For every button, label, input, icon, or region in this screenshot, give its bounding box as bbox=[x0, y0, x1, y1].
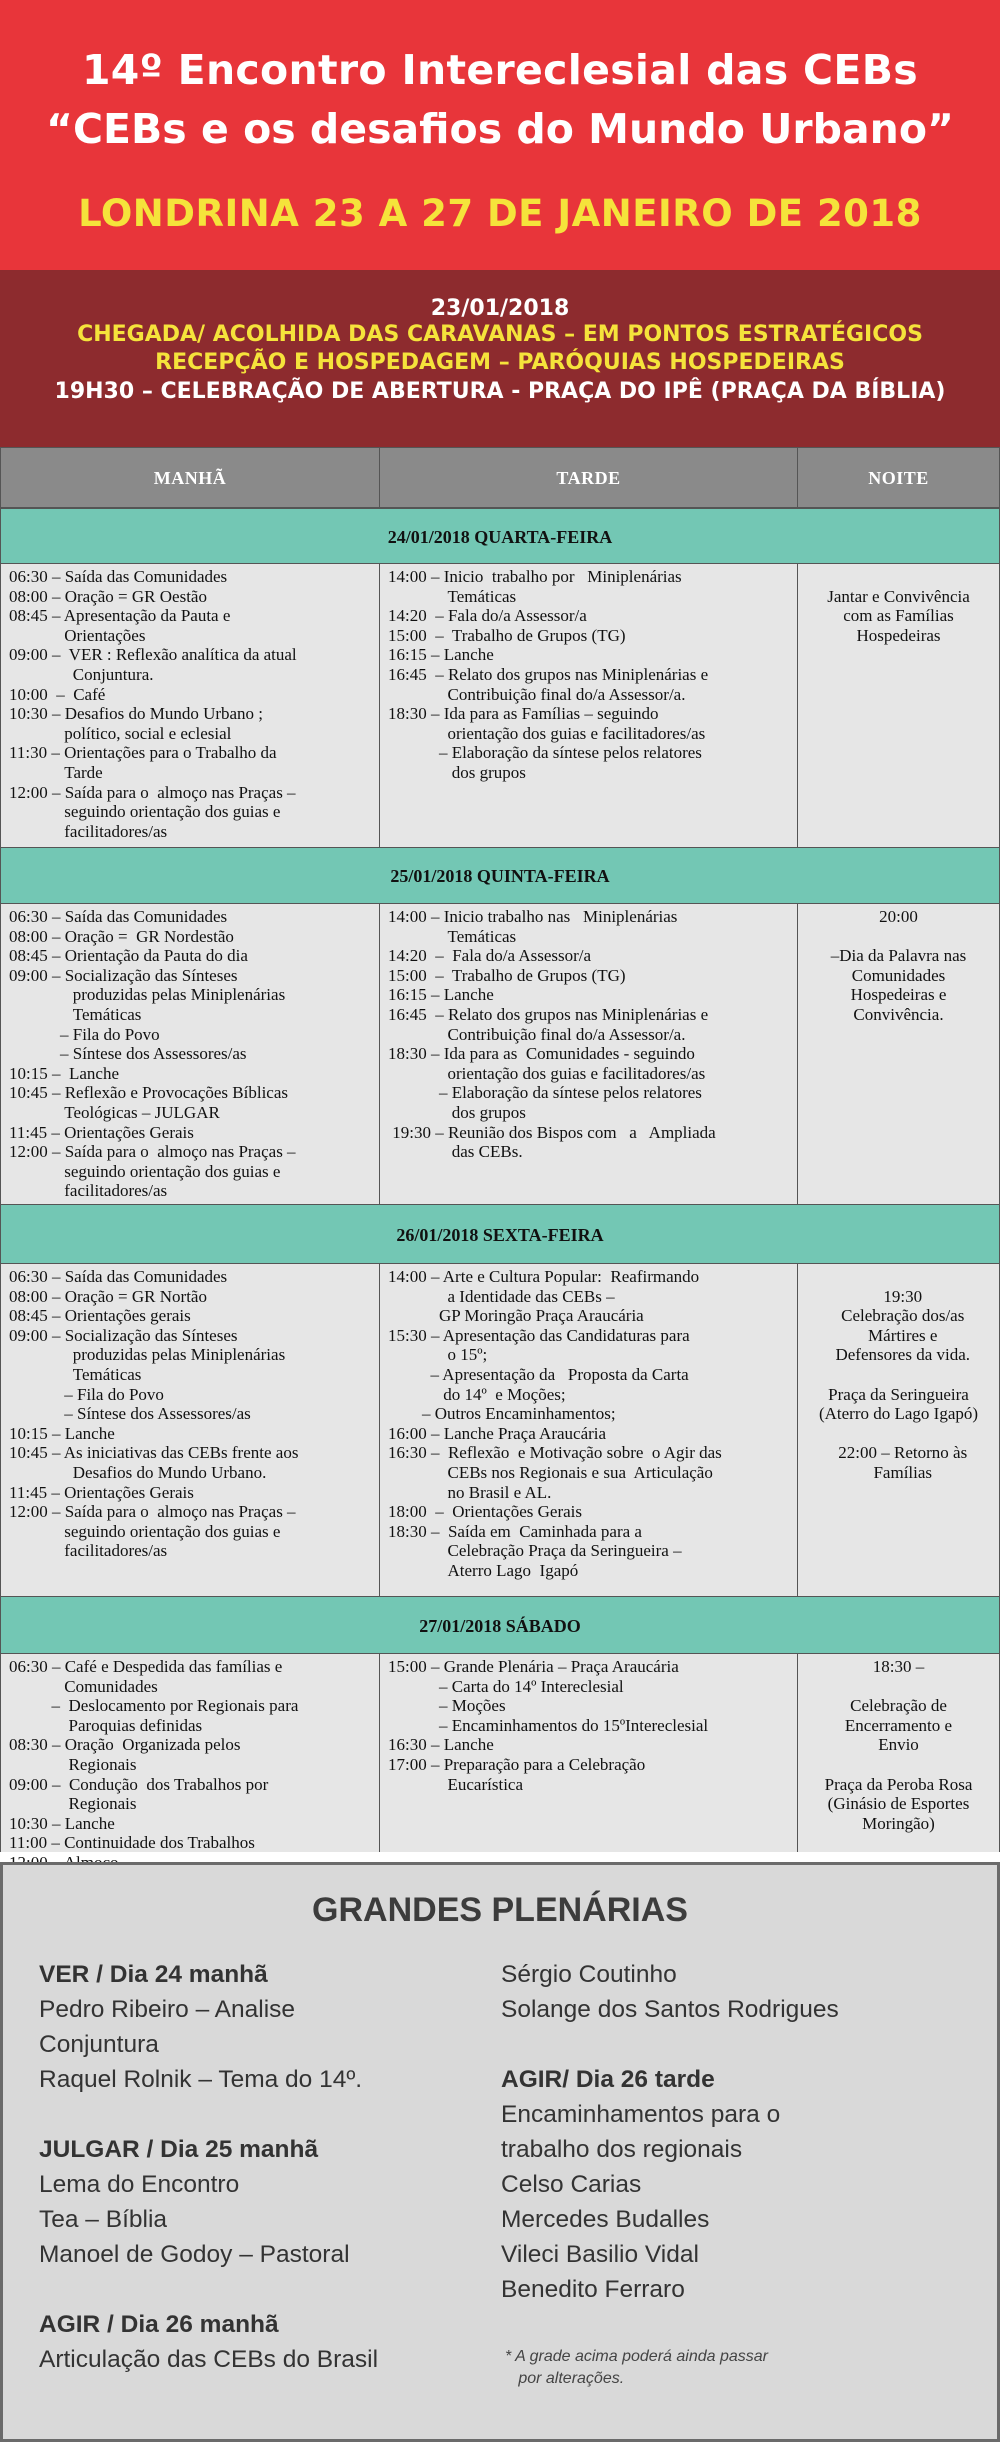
schedule-cell-tarde bbox=[380, 564, 798, 847]
schedule-line: 19:30 – Reunião dos Bispos com a Ampliada bbox=[388, 1122, 716, 1142]
schedule-line: 15:00 – Grande Plenária – Praça Araucária bbox=[388, 1657, 679, 1676]
schedule-line: 18:30 – Ida para as Comunidades - seguindo bbox=[388, 1044, 695, 1064]
schedule-line: GP Moringão Praça Araucária bbox=[388, 1306, 644, 1326]
column-header-tarde: TARDE bbox=[380, 448, 798, 508]
schedule-line: 16:00 – Lanche Praça Araucária bbox=[388, 1423, 607, 1443]
schedule-line: – Apresentação da Proposta da Carta bbox=[388, 1364, 689, 1384]
schedule-line: Contribuição final do/a Assessor/a. bbox=[388, 684, 686, 704]
schedule-line: 18:00 – Orientações Gerais bbox=[388, 1502, 583, 1522]
schedule-line bbox=[806, 1677, 991, 1697]
schedule-line: 10:30 – Desafios do Mundo Urbano ; bbox=[9, 704, 264, 724]
schedule-line: – Carta do 14º Intereclesial bbox=[388, 1676, 624, 1696]
schedule-line: Famílias bbox=[864, 1462, 933, 1482]
day-title: 25/01/2018 QUINTA-FEIRA bbox=[1, 847, 999, 904]
plenaria-line: Benedito Ferraro bbox=[501, 2276, 685, 2303]
schedule-line: 16:45 – Relato dos grupos nas Miniplenárias e bbox=[388, 1004, 709, 1024]
plenaria-line bbox=[39, 2097, 479, 2132]
plenarias-note bbox=[505, 2346, 768, 2390]
schedule-line: Eucarística bbox=[388, 1774, 524, 1794]
schedule-line: – Síntese dos Assessores/as bbox=[9, 1044, 247, 1064]
plenaria-line: Tea – Bíblia bbox=[39, 2206, 168, 2233]
schedule-line: Mártires e bbox=[859, 1325, 938, 1345]
schedule-line: com as Famílias bbox=[843, 606, 954, 626]
plenaria-line: trabalho dos regionais bbox=[501, 2136, 743, 2163]
schedule-cell-noite bbox=[798, 1654, 999, 1852]
schedule-line: – Outros Encaminhamentos; bbox=[388, 1404, 616, 1424]
schedule-line: Temáticas bbox=[388, 586, 517, 606]
schedule-line: 08:00 – Oração = GR Nortão bbox=[9, 1286, 207, 1306]
schedule-line: 19:30 bbox=[874, 1286, 923, 1306]
schedule-cell-noite bbox=[798, 904, 999, 1204]
schedule-line: 08:45 – Apresentação da Pauta e bbox=[9, 606, 231, 626]
arrival-line-3: 19H30 – CELEBRAÇÃO DE ABERTURA - PRAÇA DO IPÊ (PRAÇA DA BÍBLIA) bbox=[54, 379, 946, 404]
schedule-line: Contribuição final do/a Assessor/a. bbox=[388, 1024, 686, 1044]
schedule-line: 14:00 – Arte e Cultura Popular: Reafirmando bbox=[388, 1267, 700, 1286]
day-title: 27/01/2018 SÁBADO bbox=[1, 1596, 999, 1654]
schedule-line: 08:30 – Oração Organizada pelos bbox=[9, 1735, 241, 1755]
plenaria-line: Solange dos Santos Rodrigues bbox=[501, 1996, 839, 2023]
schedule-line: 18:30 – Saída em Caminhada para a bbox=[388, 1521, 642, 1541]
schedule-line: seguindo orientação dos guias e bbox=[9, 1521, 281, 1541]
schedule-line: 12:00 – Saída para o almoço nas Praças – bbox=[9, 782, 296, 802]
schedule-line: no Brasil e AL. bbox=[388, 1482, 552, 1502]
schedule-line: Regionais bbox=[9, 1794, 137, 1814]
schedule-line: Teológicas – JULGAR bbox=[9, 1102, 220, 1122]
plenarias-title: GRANDES PLENÁRIAS bbox=[312, 1891, 688, 1929]
schedule-line: produzidas pelas Miniplenárias bbox=[9, 985, 286, 1005]
plenaria-line: Vileci Basilio Vidal bbox=[501, 2241, 699, 2268]
event-title: 14º Encontro Intereclesial das CEBs bbox=[81, 46, 918, 94]
schedule-line bbox=[806, 1365, 991, 1385]
schedule-line: 12:00 – Saída para o almoço nas Praças – bbox=[9, 1502, 296, 1522]
plenaria-line: Celso Carias bbox=[501, 2171, 642, 2198]
schedule-line: – Moções bbox=[388, 1696, 506, 1716]
schedule-line: 10:15 – Lanche bbox=[9, 1423, 115, 1443]
schedule-cell-noite bbox=[798, 564, 999, 847]
schedule-cell-manha bbox=[1, 1654, 380, 1852]
schedule-line: 16:15 – Lanche bbox=[388, 985, 494, 1005]
schedule-cell-tarde bbox=[380, 1264, 798, 1596]
schedule-line: Aterro Lago Igapó bbox=[388, 1560, 579, 1580]
schedule-line: 06:30 – Saída das Comunidades bbox=[9, 1267, 228, 1286]
schedule-line: Convivência. bbox=[853, 1004, 944, 1024]
note-line-2: por alterações. bbox=[505, 2370, 625, 2387]
plenarias-panel bbox=[0, 1862, 1000, 2442]
schedule-line: 16:30 – Lanche bbox=[388, 1735, 494, 1755]
schedule-line: Regionais bbox=[9, 1754, 137, 1774]
schedule-line: seguindo orientação dos guias e bbox=[9, 802, 281, 822]
schedule-line: 06:30 – Saída das Comunidades bbox=[9, 907, 228, 926]
schedule-line: 18:30 – Ida para as Famílias – seguindo bbox=[388, 704, 659, 724]
schedule-line: 11:00 – Continuidade dos Trabalhos bbox=[9, 1833, 255, 1853]
arrival-line-2: RECEPÇÃO E HOSPEDAGEM – PARÓQUIAS HOSPEDEIRAS bbox=[155, 350, 845, 375]
schedule-line bbox=[806, 1267, 991, 1287]
schedule-line: produzidas pelas Miniplenárias bbox=[9, 1345, 286, 1365]
schedule-line: – Elaboração da síntese pelos relatores bbox=[388, 743, 702, 763]
schedule-line: Desafios do Mundo Urbano. bbox=[9, 1462, 267, 1482]
schedule-line: 15:00 – Trabalho de Grupos (TG) bbox=[388, 965, 626, 985]
schedule-line: 16:15 – Lanche bbox=[388, 645, 494, 665]
schedule-line: 11:30 – Orientações para o Trabalho da bbox=[9, 743, 277, 763]
schedule-cell-noite bbox=[798, 1264, 999, 1596]
schedule-line: – Síntese dos Assessores/as bbox=[9, 1404, 251, 1424]
plenaria-line bbox=[39, 2272, 479, 2307]
event-theme: “CEBs e os desafios do Mundo Urbano” bbox=[46, 105, 954, 153]
schedule-line: Tarde bbox=[9, 762, 103, 782]
schedule-line: 12:00 – Saída para o almoço nas Praças – bbox=[9, 1142, 296, 1162]
plenaria-heading: VER / Dia 24 manhã bbox=[39, 1961, 268, 1988]
schedule-line: 20:00 bbox=[879, 907, 918, 926]
schedule-line: 15:30 – Apresentação das Candidaturas para bbox=[388, 1325, 690, 1345]
event-dates: LONDRINA 23 A 27 DE JANEIRO DE 2018 bbox=[78, 192, 922, 235]
plenaria-line: Pedro Ribeiro – Analise bbox=[39, 1996, 296, 2023]
plenaria-line: Articulação das CEBs do Brasil bbox=[39, 2346, 379, 2373]
schedule-line: – Elaboração da síntese pelos relatores bbox=[388, 1083, 702, 1103]
schedule-line: dos grupos bbox=[388, 1102, 526, 1122]
arrival-banner bbox=[0, 270, 1000, 447]
schedule-line: Praça da Peroba Rosa bbox=[824, 1774, 973, 1794]
schedule-line: Orientações bbox=[9, 625, 146, 645]
plenaria-line bbox=[501, 2027, 961, 2062]
schedule-line: 16:45 – Relato dos grupos nas Miniplenárias e bbox=[388, 664, 709, 684]
schedule-line: 11:45 – Orientações Gerais bbox=[9, 1122, 194, 1142]
schedule-line: 08:00 – Oração = GR Oestão bbox=[9, 586, 207, 606]
schedule-line: 10:45 – Reflexão e Provocações Bíblicas bbox=[9, 1083, 289, 1103]
schedule-line: 09:00 – VER : Reflexão analítica da atual bbox=[9, 645, 297, 665]
schedule-cell-manha bbox=[1, 904, 380, 1204]
schedule-line: Comunidades bbox=[9, 1676, 158, 1696]
schedule-line: 08:45 – Orientação da Pauta do dia bbox=[9, 946, 248, 966]
schedule-line: Encerramento e bbox=[844, 1715, 953, 1735]
schedule-line: 09:00 – Socialização das Sínteses bbox=[9, 965, 238, 985]
column-header-manha: MANHÃ bbox=[1, 448, 380, 508]
column-header-noite: NOITE bbox=[798, 448, 999, 508]
schedule-line: 10:30 – Lanche bbox=[9, 1813, 115, 1833]
note-line-1: * A grade acima poderá ainda passar bbox=[505, 2348, 768, 2365]
plenaria-line: Raquel Rolnik – Tema do 14º. bbox=[39, 2066, 363, 2093]
schedule-line: seguindo orientação dos guias e bbox=[9, 1161, 281, 1181]
schedule-line: Celebração dos/as bbox=[832, 1306, 965, 1326]
schedule-line: 14:20 – Fala do/a Assessor/a bbox=[388, 946, 592, 966]
schedule-line: Temáticas bbox=[9, 1004, 142, 1024]
schedule-line bbox=[806, 567, 991, 587]
schedule-line: – Fila do Povo bbox=[9, 1024, 160, 1044]
schedule-line: das CEBs. bbox=[388, 1142, 523, 1162]
plenaria-line: Sérgio Coutinho bbox=[501, 1961, 677, 1988]
plenaria-line: Conjuntura bbox=[39, 2031, 159, 2058]
schedule-line: Celebração de bbox=[850, 1696, 947, 1716]
plenaria-line: Manoel de Godoy – Pastoral bbox=[39, 2241, 350, 2268]
schedule-line: 18:30 – bbox=[872, 1657, 925, 1676]
schedule-line: 16:30 – Reflexão e Motivação sobre o Agir das bbox=[388, 1443, 722, 1463]
schedule-line: – Encaminhamentos do 15ºIntereclesial bbox=[388, 1715, 709, 1735]
schedule-line: 10:00 – Café bbox=[9, 684, 106, 704]
schedule-line: 14:00 – Inicio trabalho por Miniplenárias bbox=[388, 567, 682, 586]
schedule-line: 14:00 – Inicio trabalho nas Miniplenárias bbox=[388, 907, 678, 926]
schedule-line: Comunidades bbox=[851, 965, 946, 985]
schedule-line: Hospedeiras e bbox=[850, 985, 947, 1005]
schedule-line: 08:00 – Oração = GR Nordestão bbox=[9, 926, 234, 946]
schedule-line: – Deslocamento por Regionais para bbox=[9, 1696, 299, 1716]
schedule-line: 06:30 – Café e Despedida das famílias e bbox=[9, 1657, 283, 1676]
schedule-line: orientação dos guias e facilitadores/as bbox=[388, 723, 706, 743]
schedule-line: Envio bbox=[878, 1735, 919, 1755]
schedule-line: 08:45 – Orientações gerais bbox=[9, 1306, 191, 1326]
schedule-line: Temáticas bbox=[9, 1364, 142, 1384]
schedule-line: a Identidade das CEBs – bbox=[388, 1286, 615, 1306]
schedule-line: 06:30 – Saída das Comunidades bbox=[9, 567, 228, 586]
schedule-line: 15:00 – Trabalho de Grupos (TG) bbox=[388, 625, 626, 645]
schedule-line: Moringão) bbox=[862, 1813, 935, 1833]
schedule-line: Paroquias definidas bbox=[9, 1715, 203, 1735]
schedule-line: Hospedeiras bbox=[856, 625, 941, 645]
plenaria-heading: AGIR / Dia 26 manhã bbox=[39, 2311, 279, 2338]
schedule-line: –Dia da Palavra nas bbox=[830, 946, 967, 966]
schedule-cell-manha bbox=[1, 1264, 380, 1596]
schedule-line bbox=[806, 927, 991, 947]
plenaria-line: Lema do Encontro bbox=[39, 2171, 240, 2198]
schedule-line: Praça da Seringueira bbox=[828, 1384, 969, 1404]
day-title: 24/01/2018 QUARTA-FEIRA bbox=[1, 508, 999, 564]
schedule-cell-tarde bbox=[380, 904, 798, 1204]
plenaria-line: Mercedes Budalles bbox=[501, 2206, 710, 2233]
schedule-line: 10:45 – As iniciativas das CEBs frente aos bbox=[9, 1443, 299, 1463]
schedule-line: o 15º; bbox=[388, 1345, 488, 1365]
plenarias-left-column bbox=[39, 1957, 479, 2377]
schedule-line: 17:00 – Preparação para a Celebração bbox=[388, 1754, 646, 1774]
schedule-line: dos grupos bbox=[388, 762, 526, 782]
plenaria-heading: AGIR/ Dia 26 tarde bbox=[501, 2066, 715, 2093]
schedule-line: do 14º e Moções; bbox=[388, 1384, 566, 1404]
schedule-line: – Fila do Povo bbox=[9, 1384, 164, 1404]
schedule-line: (Aterro do Lago Igapó) bbox=[818, 1404, 979, 1424]
schedule-line: orientação dos guias e facilitadores/as bbox=[388, 1063, 706, 1083]
schedule-line bbox=[806, 1424, 991, 1444]
schedule-line: Temáticas bbox=[388, 926, 517, 946]
schedule-line: CEBs nos Regionais e sua Articulação bbox=[388, 1462, 713, 1482]
plenaria-line: Encaminhamentos para o bbox=[501, 2101, 781, 2128]
schedule-line: 11:45 – Orientações Gerais bbox=[9, 1482, 194, 1502]
schedule-line: 14:20 – Fala do/a Assessor/a bbox=[388, 606, 587, 626]
arrival-date: 23/01/2018 bbox=[430, 296, 570, 321]
arrival-line-1: CHEGADA/ ACOLHIDA DAS CARAVANAS – EM PONTOS ESTRATÉGICOS bbox=[77, 322, 923, 347]
schedule-line: 22:00 – Retorno às bbox=[829, 1443, 968, 1463]
day-title: 26/01/2018 SEXTA-FEIRA bbox=[1, 1204, 999, 1264]
schedule-line: Jantar e Convivência bbox=[827, 586, 970, 606]
event-header bbox=[0, 0, 1000, 270]
plenarias-right-column bbox=[501, 1957, 961, 2307]
schedule-line: (Ginásio de Esportes bbox=[827, 1794, 970, 1814]
schedule-line: 09:00 – Socialização das Sínteses bbox=[9, 1325, 238, 1345]
schedule-table bbox=[0, 447, 1000, 1852]
schedule-line: Celebração Praça da Seringueira – bbox=[388, 1541, 682, 1561]
schedule-line: facilitadores/as bbox=[9, 1181, 168, 1201]
schedule-line: facilitadores/as bbox=[9, 1541, 168, 1561]
schedule-line: Conjuntura. bbox=[9, 664, 154, 684]
schedule-cell-tarde bbox=[380, 1654, 798, 1852]
schedule-line: 10:15 – Lanche bbox=[9, 1063, 119, 1083]
schedule-line: 09:00 – Condução dos Trabalhos por bbox=[9, 1774, 269, 1794]
schedule-line: Defensores da vida. bbox=[826, 1345, 971, 1365]
schedule-line: facilitadores/as bbox=[9, 821, 168, 841]
schedule-line bbox=[806, 1755, 991, 1775]
schedule-cell-manha bbox=[1, 564, 380, 847]
schedule-line: político, social e eclesial bbox=[9, 723, 232, 743]
plenaria-heading: JULGAR / Dia 25 manhã bbox=[39, 2136, 319, 2163]
